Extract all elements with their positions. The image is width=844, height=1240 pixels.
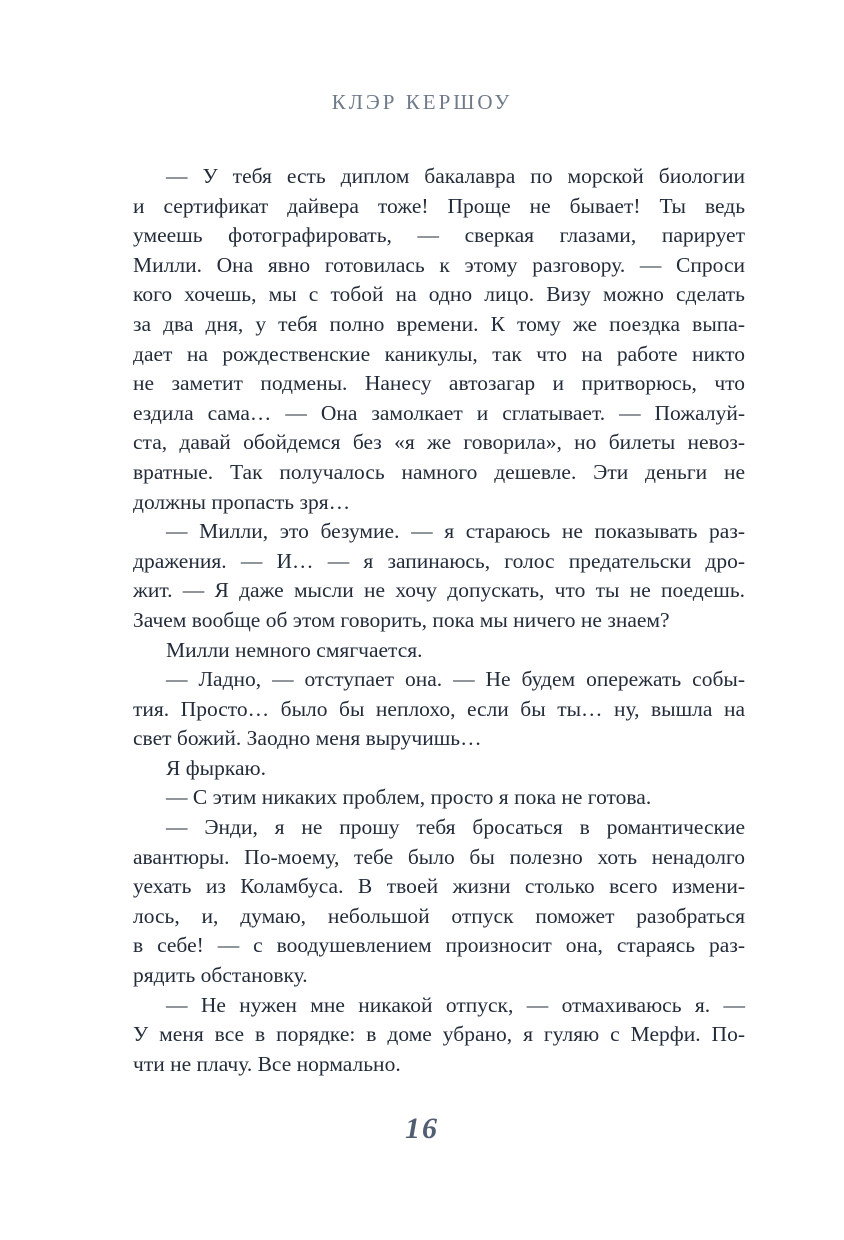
text-line: тия. Просто… было бы неплохо, если бы ты… ну, вышла на [133, 696, 745, 721]
text-line: вратные. Так получалось намного дешевле. Эти деньги не [133, 459, 745, 484]
text-line: в себе! — с воодушевлением произносит она, стараясь раз- [133, 933, 745, 958]
text-line: не заметит подмены. Нанесу автозагар и притворюсь, что [133, 371, 745, 396]
text-line: дает на рождественские каникулы, так что на работе никто [133, 341, 745, 366]
text-line: ста, давай обойдемся без «я же говорила», но билеты невоз- [133, 430, 745, 455]
text-line: дражения. — И… — я запинаюсь, голос предательски дро- [133, 548, 745, 573]
body-text-block [133, 162, 745, 1079]
text-line: — С этим никаких проблем, просто я пока не готова. [166, 785, 652, 810]
text-line: лось, и, думаю, небольшой отпуск поможет разобраться [133, 903, 745, 928]
text-line: за два дня, у тебя полно времени. К тому же поездка выпа- [133, 311, 745, 336]
text-line: — Милли, это безумие. — я стараюсь не показывать раз- [166, 519, 745, 544]
text-line: чти не плачу. Все нормально. [133, 1051, 401, 1076]
text-line: умеешь фотографировать, — сверкая глазами, парирует [133, 223, 745, 248]
text-line: уехать из Коламбуса. В твоей жизни столько всего измени- [133, 874, 745, 899]
page-number: 16 [405, 1112, 439, 1145]
text-line: Я фыркаю. [166, 755, 266, 780]
text-line: У меня все в порядке: в доме убрано, я гуляю с Мерфи. По- [133, 1022, 745, 1047]
text-line: — Ладно, — отступает она. — Не будем опережать собы- [166, 667, 745, 692]
text-line: — Не нужен мне никакой отпуск, — отмахиваюсь я. — [166, 992, 745, 1017]
text-line: Милли немного смягчается. [166, 637, 423, 662]
text-line: рядить обстановку. [133, 963, 308, 988]
text-line: — У тебя есть диплом бакалавра по морской биологии [166, 164, 745, 188]
text-line: авантюры. По-моему, тебе было бы полезно хоть ненадолго [133, 844, 745, 869]
text-line: свет божий. Заодно меня выручишь… [133, 726, 482, 751]
running-head: КЛЭР КЕРШОУ [331, 90, 513, 114]
text-line: — Энди, я не прошу тебя бросаться в романтические [166, 815, 745, 840]
text-line: Милли. Она явно готовилась к этому разговору. — Спроси [133, 252, 745, 277]
text-line: жит. — Я даже мысли не хочу допускать, что ты не поедешь. [133, 578, 745, 603]
text-line: должны пропасть зря… [133, 489, 351, 514]
text-line: ездила сама… — Она замолкает и сглатывает. — Пожалуй- [133, 400, 745, 425]
text-line: и сертификат дайвера тоже! Проще не бывает! Ты ведь [133, 193, 745, 218]
text-line: Зачем вообще об этом говорить, пока мы ничего не знаем? [133, 607, 670, 632]
text-line: кого хочешь, мы с тобой на одно лицо. Визу можно сделать [133, 282, 745, 307]
